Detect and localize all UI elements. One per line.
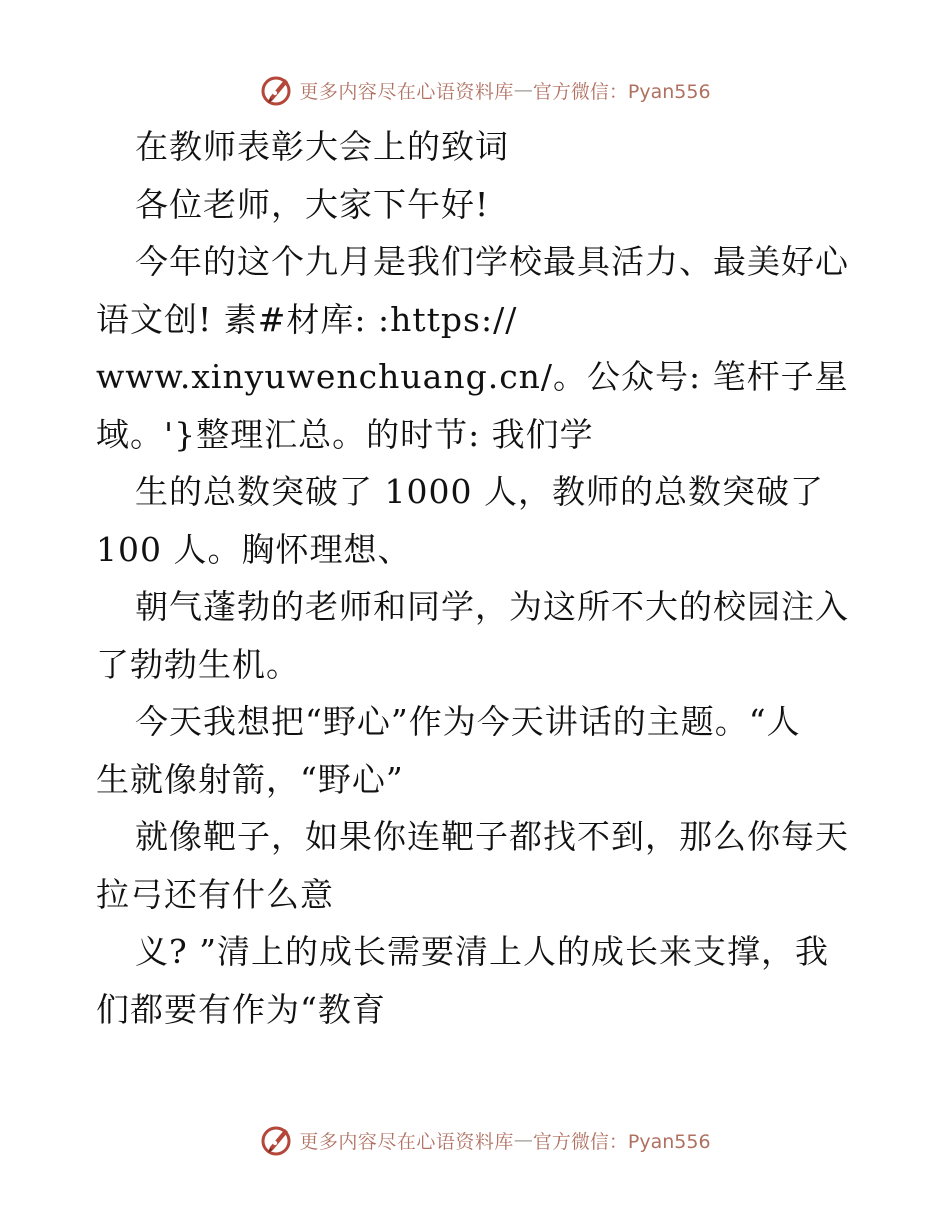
text-line: 域。'}整理汇总。的时节: 我们学 [96, 414, 594, 454]
banner-separator: — [513, 1129, 533, 1151]
banner-wechat: 官方微信：Pyan556 [532, 80, 711, 103]
text-line: 们都要有作为“教育 [96, 989, 386, 1029]
document-title: 在教师表彰大会上的致词 [135, 127, 509, 166]
text-line: www.xinyuwenchuang.cn/。公众号: 笔杆子星 [96, 357, 849, 396]
text-line: 朝气蓬勃的老师和同学，为这所不大的校园注入 [135, 587, 849, 626]
header-banner [0, 70, 950, 110]
text-line: 今年的这个九月是我们学校最具活力、最美好心 [135, 242, 849, 281]
text-line: 生就像射箭，“野心” [96, 759, 404, 799]
text-line: 语文创! 素#材库: :https:// [96, 299, 518, 339]
text-line: 100 人。胸怀理想、 [96, 529, 412, 569]
banner-separator: — [513, 79, 533, 101]
footer-banner [0, 1120, 950, 1160]
text-line: 义? ”清上的成长需要清上人的成长来支撑，我 [135, 932, 830, 971]
pen-circle-logo-icon [259, 73, 293, 107]
text-line: 拉弓还有什么意 [96, 874, 334, 914]
pen-circle-logo-icon [259, 1123, 293, 1157]
document-body [96, 118, 866, 1038]
greeting-line: 各位老师，大家下午好! [135, 184, 490, 224]
banner-title: 更多内容尽在心语资料库 [299, 80, 514, 103]
text-line: 生的总数突破了 1000 人，教师的总数突破了 [135, 472, 824, 511]
banner-title: 更多内容尽在心语资料库 [299, 1130, 514, 1153]
text-line: 就像靶子，如果你连靶子都找不到，那么你每天 [135, 817, 849, 856]
text-line: 今天我想把“野心”作为今天讲话的主题。“人 [135, 702, 801, 741]
text-line: 了勃勃生机。 [96, 644, 300, 684]
banner-wechat: 官方微信：Pyan556 [532, 1130, 711, 1153]
